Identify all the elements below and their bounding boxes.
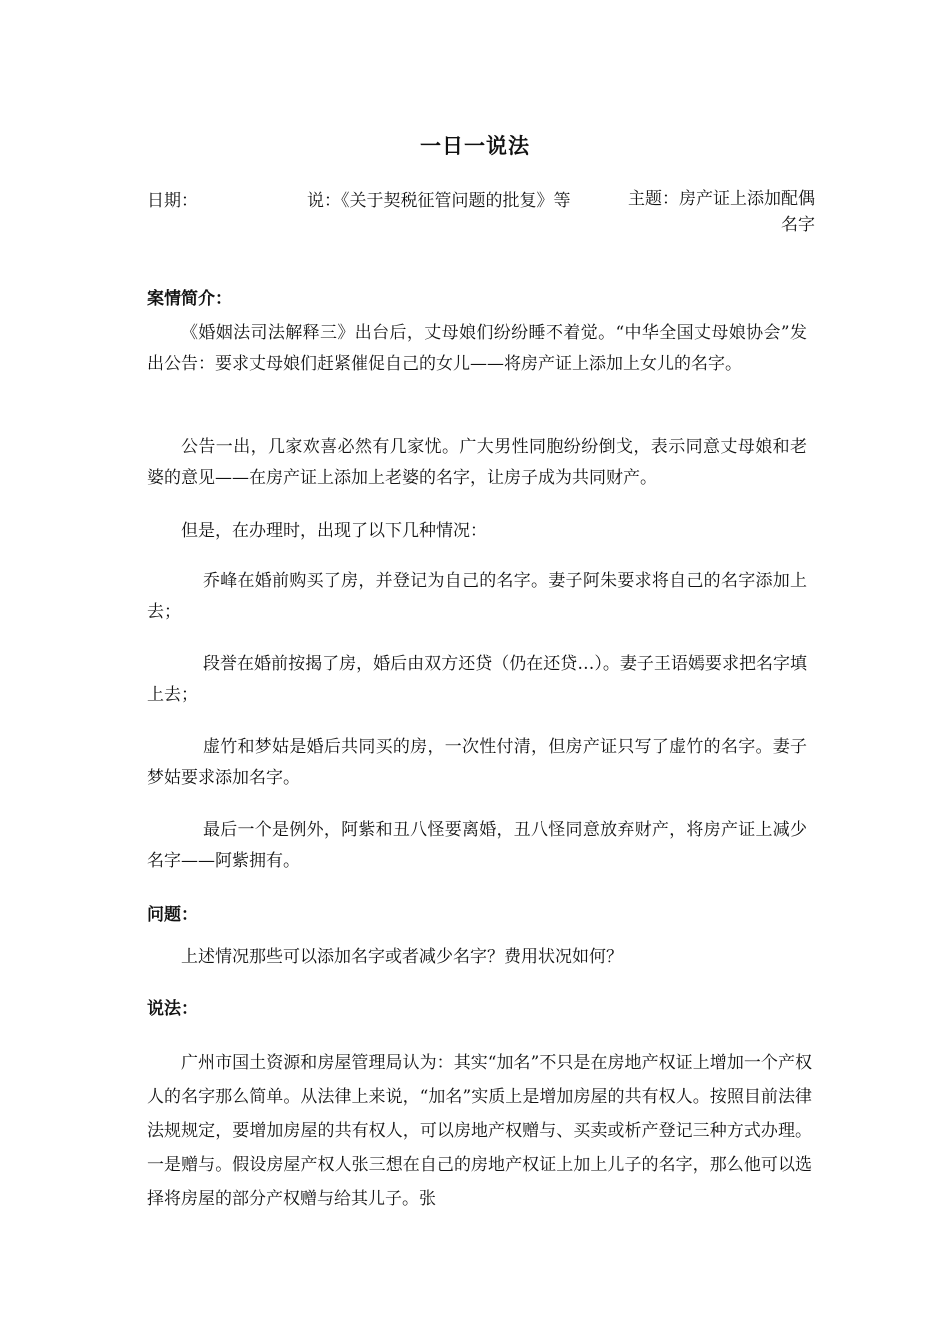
law-heading: 说法： — [147, 999, 198, 1019]
date-label: 日期： — [147, 191, 198, 211]
topic-label: 主题：房产证上添加配偶名字 — [628, 189, 815, 235]
case-paragraph: 但是，在办理时，出现了以下几种情况： — [181, 521, 487, 541]
case-heading: 案情简介： — [147, 289, 232, 309]
document-title: 一日一说法 — [420, 134, 530, 158]
question-heading: 问题： — [147, 905, 198, 925]
case-paragraph: 公告一出，几家欢喜必然有几家忧。广大男性同胞纷纷倒戈，表示同意丈母娘和老婆的意见——在房产证上添加上老婆的名字，让房子成为共同财产。 — [147, 437, 807, 488]
case-paragraph: 《婚姻法司法解释三》出台后，丈母娘们纷纷睡不着觉。“中华全国丈母娘协会”发出公告：要求丈母娘们赶紧催促自己的女儿——将房产证上添加上女儿的名字。 — [147, 323, 807, 374]
case-paragraph: 虚竹和梦姑是婚后共同买的房，一次性付清，但房产证只写了虚竹的名字。妻子梦姑要求添加名字。 — [147, 737, 807, 788]
law-text: 广州市国土资源和房屋管理局认为：其实“加名”不只是在房地产权证上增加一个产权人的名字那么简单。从法律上来说，“加名”实质上是增加房屋的共有权人。按照目前法律法规规定，要增加房屋的共有权人，可以房地产权赠与、买卖或析产登记三种方式办理。一是赠与。假设房屋产权人张三想在自己的房地产权证上加上儿子的名字，那么他可以选择将房屋的部分产权赠与给其儿子。张 — [147, 1053, 812, 1209]
question-text: 上述情况那些可以添加名字或者减少名字？费用状况如何？ — [181, 947, 623, 967]
case-paragraph: 段誉在婚前按揭了房，婚后由双方还贷（仍在还贷…）。妻子王语嫣要求把名字填上去； — [147, 654, 807, 705]
case-paragraph: 最后一个是例外，阿紫和丑八怪要离婚，丑八怪同意放弃财产，将房产证上减少名字——阿紫拥有。 — [147, 820, 807, 871]
case-paragraph: 乔峰在婚前购买了房，并登记为自己的名字。妻子阿朱要求将自己的名字添加上去； — [147, 571, 807, 622]
say-label: 说：《关于契税征管问题的批复》等 — [307, 191, 571, 211]
